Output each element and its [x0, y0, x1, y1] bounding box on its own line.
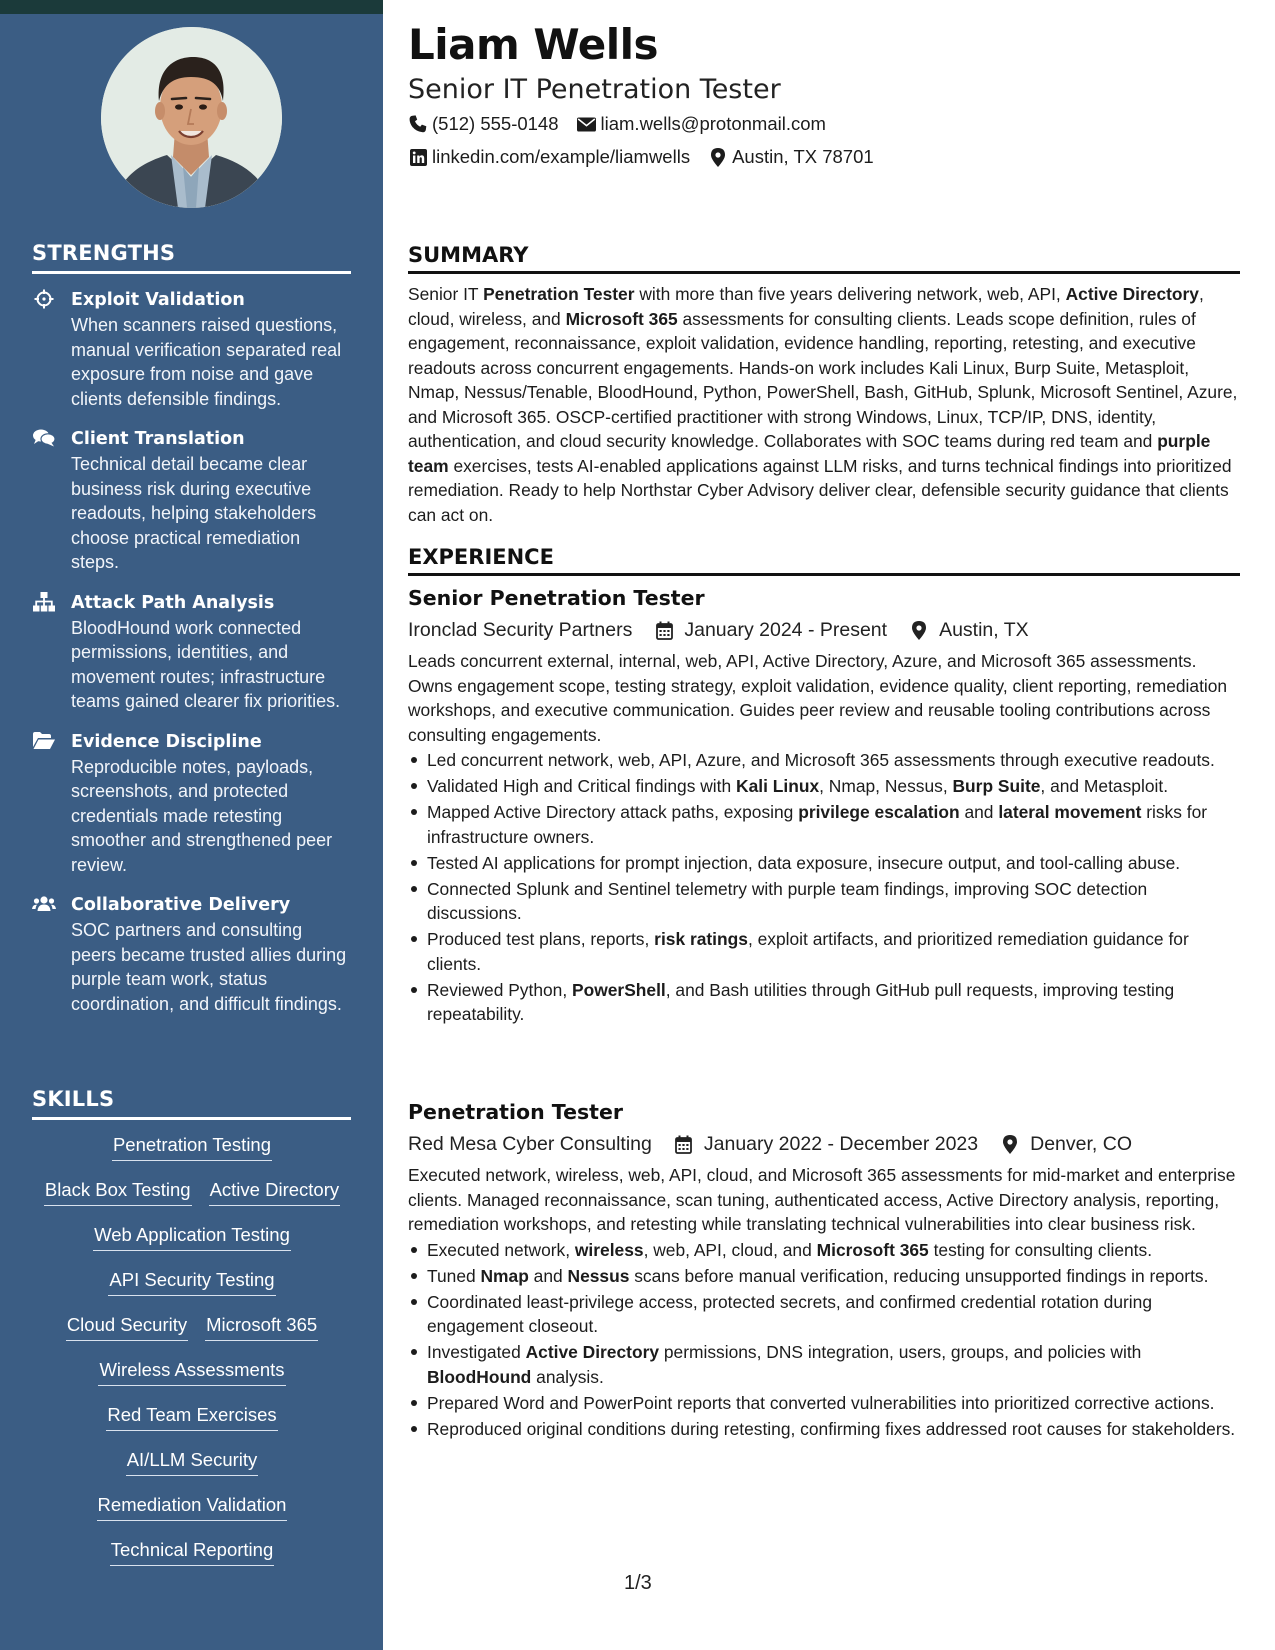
text-run: Coordinated least-privilege access, protected secrets, and confirmed credential rotation during engagement closeout.: [427, 1291, 1152, 1336]
bold-text: lateral movement: [998, 802, 1142, 822]
skill-tag: Red Team Exercises: [106, 1402, 277, 1431]
map-pin-icon: [909, 620, 929, 640]
skill-tag: Web Application Testing: [93, 1222, 291, 1251]
candidate-title: Senior IT Penetration Tester: [408, 74, 781, 105]
job-location: Austin, TX: [939, 619, 1029, 641]
email-text: liam.wells@protonmail.com: [600, 113, 826, 134]
skill-tag: Penetration Testing: [112, 1132, 272, 1161]
profile-photo: [101, 27, 282, 208]
strength-title: Evidence Discipline: [71, 731, 262, 752]
contact-row: [408, 146, 892, 168]
job-bullet: [408, 927, 1240, 976]
calendar-icon: [674, 1134, 694, 1154]
skill-row: [32, 1492, 352, 1537]
strength-title: Client Translation: [71, 429, 245, 449]
bold-text: Microsoft 365: [816, 1239, 929, 1260]
strength-title: Exploit Validation: [71, 290, 245, 310]
text-run: Mapped Active Directory attack paths, exposing: [427, 802, 799, 822]
bold-text: Kali Linux: [736, 776, 820, 796]
job-entry: [408, 585, 1240, 1028]
contact-location: [708, 146, 874, 168]
skill-tag: Technical Reporting: [110, 1537, 274, 1566]
bold-text: risk ratings: [654, 929, 748, 949]
skill-row: [32, 1177, 352, 1222]
text-run: , and Bash utilities through GitHub pull requests, improving testing repeatability.: [427, 979, 1175, 1024]
candidate-name: Liam Wells: [408, 20, 658, 69]
strengths-list: [32, 287, 352, 1031]
skill-tag: AI/LLM Security: [126, 1447, 259, 1476]
users-icon: [32, 894, 56, 914]
job-bullet: [408, 748, 1240, 773]
strength-description: SOC partners and consulting peers became trusted allies during purple team work, status coordination, and difficult findings.: [71, 920, 347, 1014]
text-run: permissions, DNS integration, users, groups, and policies with: [659, 1342, 1142, 1362]
job-title: Penetration Tester: [408, 1100, 623, 1124]
strength-item: [32, 287, 352, 411]
job-entry: [408, 1099, 1240, 1443]
skill-row: [32, 1267, 352, 1312]
job-bullets: [408, 1238, 1240, 1442]
text-run: , web, API, cloud, and: [643, 1239, 817, 1260]
linkedin-text: linkedin.com/example/liamwells: [432, 146, 691, 167]
text-run: and: [528, 1265, 568, 1286]
job-bullets: [408, 748, 1240, 1027]
bold-text: Active Directory: [1065, 284, 1199, 304]
skill-row: [32, 1222, 352, 1267]
page-number: 1/3: [624, 1572, 652, 1594]
strength-description: Reproducible notes, payloads, screenshots, and protected credentials made retesting smoother and strengthened peer review.: [71, 756, 333, 875]
strength-item: [32, 590, 352, 714]
job-title: Senior Penetration Tester: [408, 586, 705, 610]
map-pin-icon: [1000, 1134, 1020, 1154]
job-location: Denver, CO: [1030, 1133, 1132, 1155]
calendar-icon: [654, 620, 674, 640]
summary-text: [408, 282, 1240, 527]
folder-open-icon: [32, 731, 56, 751]
summary-heading: SUMMARY: [408, 243, 1240, 274]
bold-text: privilege escalation: [798, 802, 960, 822]
contact-email[interactable]: [577, 113, 826, 135]
skill-tag: Cloud Security: [66, 1312, 188, 1341]
job-company: Ironclad Security Partners: [408, 619, 633, 641]
text-run: Prepared Word and PowerPoint reports that converted vulnerabilities into prioritized corrective actions.: [427, 1392, 1215, 1413]
bold-text: Nessus: [567, 1265, 630, 1286]
envelope-icon: [577, 114, 597, 134]
text-run: Investigated: [427, 1342, 526, 1362]
text-run: , cloud, wireless, and: [408, 284, 1204, 329]
skill-tag: Microsoft 365: [205, 1312, 318, 1341]
bold-text: Microsoft 365: [565, 308, 678, 329]
strengths-heading: STRENGTHS: [32, 241, 351, 274]
strength-description: BloodHound work connected permissions, identities, and movement routes; infrastructure teams gained clearer fix priorities.: [71, 617, 341, 711]
job-meta: [408, 617, 1240, 643]
text-run: Reproduced original conditions during retesting, confirming fixes addressed root causes for stakeholders.: [427, 1418, 1236, 1439]
bold-text: purple team: [408, 431, 1211, 476]
job-bullet: [408, 851, 1240, 876]
map-pin-icon: [708, 147, 728, 167]
text-run: , exploit artifacts, and prioritized remediation guidance for clients.: [427, 929, 1189, 974]
skill-row: [32, 1402, 352, 1447]
text-run: Connected Splunk and Sentinel telemetry with purple team findings, improving SOC detection discussions.: [427, 878, 1148, 923]
bold-text: wireless: [574, 1239, 644, 1260]
job-meta: [408, 1131, 1240, 1157]
text-run: Tested AI applications for prompt injection, data exposure, insecure output, and tool-calling abuse.: [427, 852, 1181, 873]
skill-tag: Active Directory: [209, 1177, 341, 1206]
strength-item: [32, 892, 352, 1016]
skill-tag: API Security Testing: [108, 1267, 275, 1296]
skill-row: [32, 1357, 352, 1402]
text-run: analysis.: [531, 1366, 604, 1387]
main-content: [408, 0, 1240, 1650]
sitemap-icon: [32, 592, 56, 612]
bold-text: Burp Suite: [952, 776, 1041, 796]
location-text: Austin, TX 78701: [732, 146, 874, 167]
chat-bubbles-icon: [32, 428, 56, 448]
job-bullet: [408, 1238, 1240, 1263]
job-bullet: [408, 774, 1240, 799]
job-bullet: [408, 1264, 1240, 1289]
text-run: Tuned: [427, 1265, 481, 1286]
bold-text: BloodHound: [427, 1366, 532, 1387]
skills-list: [32, 1132, 352, 1582]
text-run: assessments for consulting clients. Leads scope definition, rules of engagement, reconnaissance, exploit validation, evidence handling, reporting, retesting, and executive readouts across concurrent engagements. Hands-on work includes Kali Linux, Burp Suite, Metasploit, Nmap, Nessus/Tenable, BloodHound, Python, PowerShell, Bash, GitHub, Splunk, Microsoft Sentinel, Azure, and Microsoft 365. OSCP-certified practitioner with strong Windows, Linux, TCP/IP, DNS, identity, authentication, and cloud security knowledge. Collaborates with SOC teams during red team and: [408, 308, 1238, 451]
sidebar-top-band: [0, 0, 383, 14]
strength-description: When scanners raised questions, manual verification separated real exposure from noise and gave clients defensible findings.: [71, 315, 342, 409]
text-run: and: [959, 802, 999, 822]
skills-heading: SKILLS: [32, 1087, 351, 1120]
text-run: , and Metasploit.: [1040, 776, 1169, 796]
skill-row: [32, 1132, 352, 1177]
experience-heading: EXPERIENCE: [408, 545, 1240, 576]
phone-text: (512) 555-0148: [432, 113, 559, 134]
strength-item: [32, 729, 352, 878]
skill-tag: Wireless Assessments: [98, 1357, 285, 1386]
contact-row: [408, 113, 844, 135]
text-run: Produced test plans, reports,: [427, 929, 655, 949]
text-run: Reviewed Python,: [427, 979, 573, 1000]
text-run: exercises, tests AI-enabled applications against LLM risks, and turns technical findings into prioritized remediation. Ready to help Northstar Cyber Advisory deliver clear, defensible security guidance that clients can act on.: [408, 455, 1232, 525]
skill-row: [32, 1312, 352, 1357]
job-description: Leads concurrent external, internal, web, API, Active Directory, Azure, and Microsoft 365 assessments. Owns engagement scope, testing strategy, exploit validation, evidence quality, client reporting, remediation workshops, and executive communication. Guides peer review and reusable tooling contributions across consulting engagements.: [408, 651, 1228, 745]
text-run: risks for infrastructure owners.: [427, 802, 1208, 847]
job-bullet: [408, 800, 1240, 849]
bold-text: Nmap: [480, 1265, 529, 1286]
strength-title: Collaborative Delivery: [71, 895, 291, 915]
job-bullet: [408, 1417, 1240, 1442]
job-dates: January 2024 - Present: [684, 619, 888, 641]
contact-linkedin[interactable]: [408, 146, 690, 168]
strength-title: Attack Path Analysis: [71, 592, 275, 613]
strength-item: [32, 426, 352, 575]
job-description: Executed network, wireless, web, API, cloud, and Microsoft 365 assessments for mid-market and enterprise clients. Managed reconnaissance, scan tuning, authenticated access, Active Directory analysis, reporting, remediation workshops, and retesting while translating technical vulnerabilities into clear business risk.: [408, 1165, 1236, 1234]
linkedin-icon: [408, 147, 428, 167]
job-bullet: [408, 978, 1240, 1027]
text-run: Senior IT: [408, 284, 484, 304]
skill-row: [32, 1537, 352, 1582]
skill-tag: Black Box Testing: [44, 1177, 192, 1206]
text-run: Led concurrent network, web, API, Azure, and Microsoft 365 assessments through executive readouts.: [427, 750, 1215, 770]
bold-text: PowerShell: [572, 979, 666, 1000]
sidebar: [0, 0, 383, 1650]
job-bullet: [408, 1290, 1240, 1339]
job-bullet: [408, 877, 1240, 926]
text-run: scans before manual verification, reducing unsupported findings in reports.: [629, 1265, 1209, 1286]
skill-tag: Remediation Validation: [97, 1492, 288, 1521]
phone-icon: [408, 114, 428, 134]
text-run: Validated High and Critical findings with: [427, 776, 737, 796]
bold-text: Active Directory: [525, 1342, 660, 1362]
text-run: , Nmap, Nessus,: [819, 776, 953, 796]
crosshairs-icon: [32, 289, 56, 309]
text-run: Executed network,: [427, 1239, 575, 1260]
job-bullet: [408, 1340, 1240, 1389]
text-run: testing for consulting clients.: [928, 1239, 1153, 1260]
skill-row: [32, 1447, 352, 1492]
job-company: Red Mesa Cyber Consulting: [408, 1133, 652, 1155]
job-dates: January 2022 - December 2023: [703, 1133, 979, 1155]
job-bullet: [408, 1391, 1240, 1416]
text-run: with more than five years delivering network, web, API,: [634, 284, 1066, 304]
bold-text: Penetration Tester: [483, 284, 635, 304]
contact-phone[interactable]: [408, 113, 559, 135]
strength-description: Technical detail became clear business risk during executive readouts, helping stakeholders choose practical remediation steps.: [71, 454, 317, 572]
